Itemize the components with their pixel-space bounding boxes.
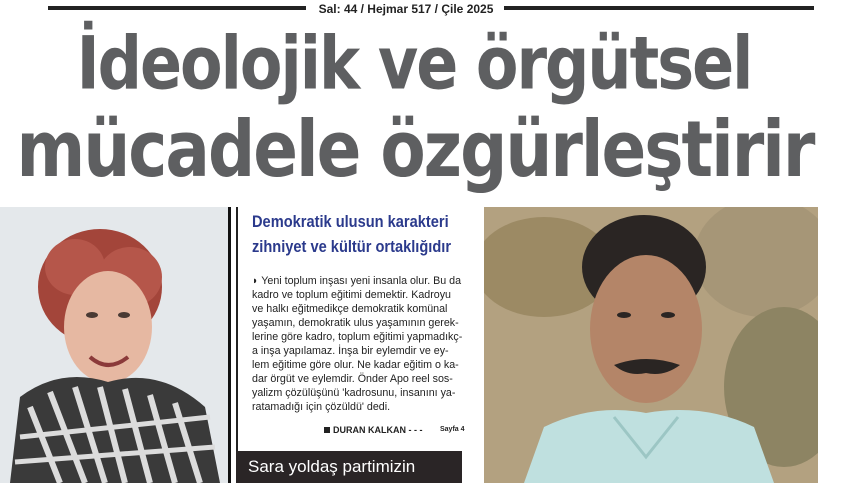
page-reference[interactable]: Sayfa 4 — [440, 426, 465, 433]
article-subheadline-1: Demokratik ulusun karakteri — [252, 212, 449, 231]
right-photo — [484, 207, 818, 483]
article-author: DURAN KALKAN - - - — [324, 425, 423, 435]
issue-rule-right — [504, 6, 814, 10]
article-body-line: kadro ve toplum eğitimi demektir. Kadroyu — [252, 289, 451, 301]
article-body-line: dar örgüt ve eylemdir. Önder Apo reel sos- — [252, 373, 453, 385]
article-body-line: yaşamın, demokratik ulus yaşamının gerek- — [252, 317, 459, 329]
article-body-line: lem eğitime göre olur. Ne kadar eğitim o ka- — [252, 359, 459, 371]
column-rule — [236, 207, 238, 483]
left-photo — [0, 207, 228, 483]
headline-line-2: mücadele özgürleştirir — [16, 104, 814, 195]
article-body-line: ◗ Yeni toplum inşası yeni insanla olur. Bu da — [252, 275, 462, 287]
article-body-line: ve halkı eğitmedikçe demokratik komünal — [252, 303, 448, 315]
photo-frame-right — [228, 207, 231, 483]
article-body-line: lerine göre kadro, toplum eğitimi yapmadıkç- — [252, 331, 463, 343]
article-body-line: ratamadığı için çözüldü' dedi. — [252, 401, 391, 413]
right-photo-illustration — [484, 207, 818, 483]
article-banner: Sara yoldaş partimizin — [236, 451, 462, 483]
left-photo-illustration — [0, 207, 228, 483]
article-subheadline-2: zihniyet ve kültür ortaklığıdır — [252, 237, 452, 256]
headline-line-1: İdeolojik ve örgütsel — [76, 20, 752, 107]
issue-info: Sal: 44 / Hejmar 517 / Çile 2025 — [318, 2, 494, 16]
article-body — [252, 274, 478, 414]
article-body-line: yalizm çözülüşünü 'kadrosunu, insanını ya- — [252, 387, 456, 399]
author-square-icon — [324, 427, 330, 433]
issue-rule-left — [48, 6, 306, 10]
article-body-line: a inşa yapılamaz. İnşa bir eylemdir ve ey- — [252, 345, 449, 357]
lead-marker-icon: ◗ — [252, 275, 259, 287]
issue-bar — [0, 0, 860, 20]
